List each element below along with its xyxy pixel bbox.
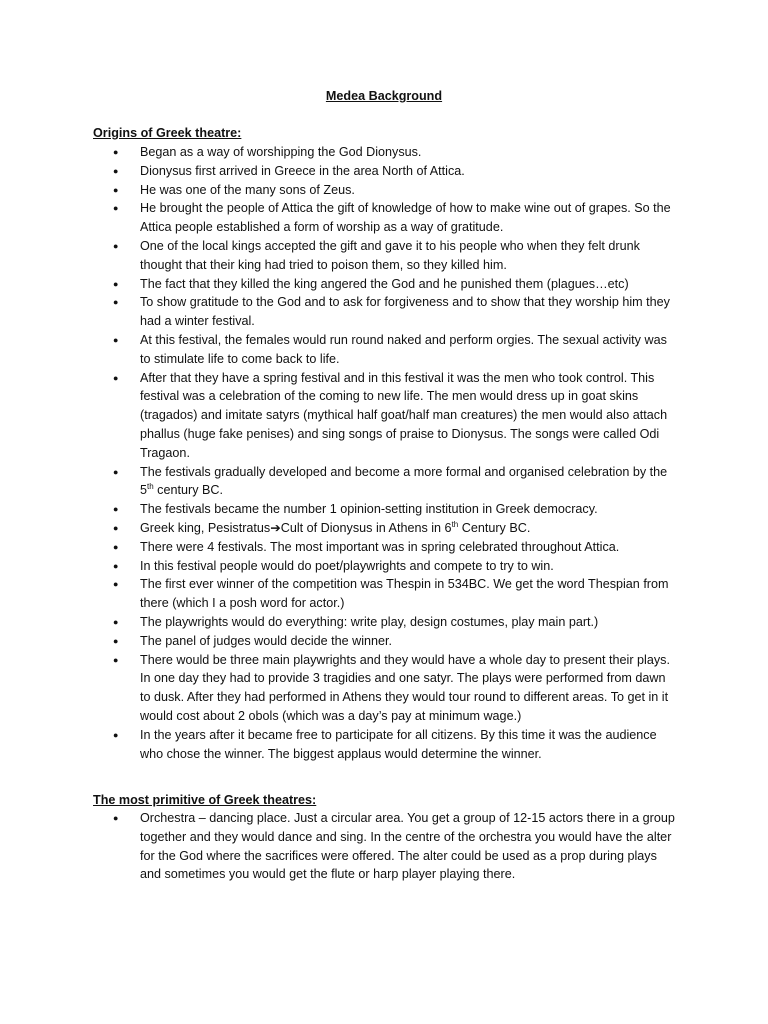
list-item [0, 143, 676, 162]
bullet-icon: ● [113, 240, 119, 251]
bullet-icon: ● [113, 729, 119, 740]
bullet-icon: ● [113, 635, 119, 646]
list-item [0, 726, 676, 764]
list-item-text: To show gratitude to the God and to ask for forgiveness and to show that they worship him they had a winter festival. [140, 295, 670, 329]
list-item-text: He was one of the many sons of Zeus. [140, 182, 355, 197]
ordinal-suffix: th [147, 482, 154, 492]
list-item-text: One of the local kings accepted the gift and gave it to his people who when they felt drunk thought that their king had tried to poison them, so they killed him. [140, 238, 640, 272]
section-heading-origins: Origins of Greek theatre: [93, 126, 242, 140]
bullet-icon: ● [113, 147, 119, 157]
list-item-text: Began as a way of worshipping the God Dionysus. [140, 145, 422, 159]
list-item-text: In this festival people would do poet/playwrights and compete to try to win. [140, 558, 554, 573]
list-item [0, 293, 676, 331]
bullet-icon: ● [113, 522, 119, 533]
bullet-icon: ● [113, 560, 119, 571]
list-item [0, 557, 676, 576]
list-item [0, 500, 676, 519]
bullet-icon: ● [113, 654, 119, 665]
list-item [0, 275, 676, 294]
bullet-icon: ● [113, 813, 119, 823]
list-item [0, 613, 676, 632]
bullet-icon: ● [113, 541, 119, 552]
bullet-icon: ● [113, 297, 119, 308]
list-item-text: There were 4 festivals. The most important was in spring celebrated throughout Attica. [140, 539, 620, 554]
list-item-text: There would be three main playwrights and they would have a whole day to present their plays. In one day they had to provide 3 tragidies and one satyr. The plays were performed from dawn to dusk. After they had performed in Athens they would tour round to different areas. To get in it would cost about 2 obols (which was a day’s pay at minimum wage.) [140, 652, 670, 723]
bullet-icon: ● [113, 466, 119, 477]
bullet-icon: ● [113, 165, 119, 176]
arrow-icon: ➔ [270, 520, 281, 535]
list-item [0, 237, 676, 275]
list-item [0, 162, 676, 181]
list-item-text: After that they have a spring festival and in this festival it was the men who took control. This festival was a celebration of the coming to new life. The men would dress up in goat skins (tragados) and imitate satyrs (mythical half goat/half man creatures) the men would also attach phallus (huge fake penises) and sing songs of praise to Dionysus. The songs were called Odi Tragaon. [140, 370, 668, 460]
bullet-icon: ● [113, 184, 119, 195]
list-item-text: The festivals gradually developed and become a more formal and organised celebration by the 5 [140, 464, 668, 498]
list-item [0, 809, 676, 884]
list-item [0, 519, 676, 538]
bullet-list-origins [0, 143, 676, 763]
ordinal-suffix: th [451, 519, 459, 529]
list-item [0, 538, 676, 557]
section-heading-primitive-theatres: The most primitive of Greek theatres: [93, 793, 317, 807]
list-item-text: The fact that they killed the king angered the God and he punished them (plagues…etc) [140, 276, 629, 291]
list-item-text: The panel of judges would decide the winner. [140, 633, 393, 648]
bullet-icon: ● [113, 372, 119, 383]
list-item [0, 181, 676, 200]
bullet-icon: ● [113, 616, 119, 627]
bullet-icon: ● [113, 203, 119, 214]
list-item-text: The playwrights would do everything: write play, design costumes, play main part.) [140, 614, 599, 629]
list-item-text: At this festival, the females would run round naked and perform orgies. The sexual activity was to stimulate life to come back to life. [140, 332, 667, 366]
list-item-text: The first ever winner of the competition was Thespin in 534BC. We get the word Thespian from there (which I a posh word for actor.) [140, 577, 669, 611]
list-item-text: The festivals became the number 1 opinion-setting institution in Greek democracy. [140, 502, 598, 517]
list-item [0, 199, 676, 237]
bullet-list-primitive-theatres [0, 809, 676, 884]
bullet-icon: ● [113, 278, 119, 289]
bullet-icon: ● [113, 334, 119, 345]
list-item [0, 575, 676, 613]
list-item [0, 651, 676, 726]
list-item-text: Greek king, Pesistratus [140, 520, 271, 535]
bullet-icon: ● [113, 579, 119, 590]
list-item [0, 463, 676, 501]
list-item-text: In the years after it became free to participate for all citizens. By this time it was the audience who chose the winner. The biggest applaus would determine the winner. [140, 727, 657, 761]
list-item [0, 331, 676, 369]
list-item-text: Dionysus first arrived in Greece in the area North of Attica. [140, 163, 465, 178]
bullet-icon: ● [113, 504, 119, 515]
list-item-text: Cult of Dionysus in Athens in 6 [280, 520, 452, 535]
list-item [0, 369, 676, 463]
list-item [0, 632, 676, 651]
list-item-text: Orchestra – dancing place. Just a circular area. You get a group of 12-15 actors there in a group together and they would dance and sing. In the centre of the orchestra you would have the alter for the God where the sacrifices were offered. The alter could be used as a prop during plays and sometimes you would get the flute or harp player playing there. [140, 811, 675, 882]
document-title: Medea Background [325, 89, 443, 103]
list-item-text: century BC. [153, 483, 223, 498]
list-item-text: He brought the people of Attica the gift of knowledge of how to make wine out of grapes. So the Attica people established a form of worship as a way of gratitude. [140, 201, 671, 235]
list-item-text: Century BC. [458, 520, 531, 535]
